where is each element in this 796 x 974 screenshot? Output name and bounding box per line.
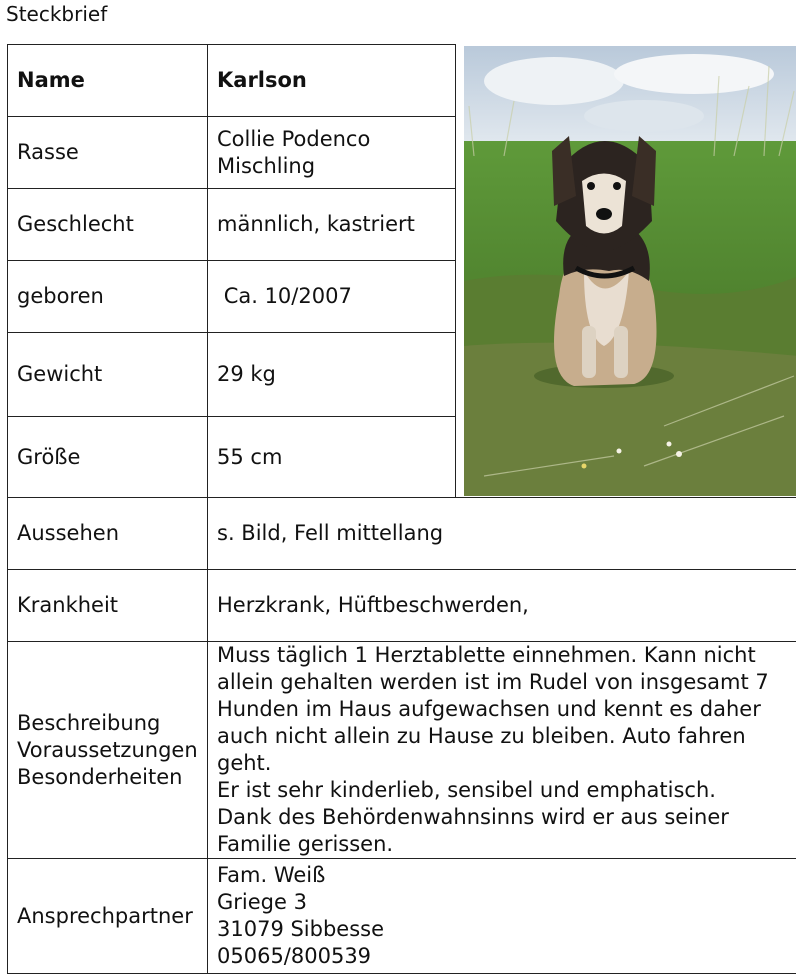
geboren-value: Ca. 10/2007 <box>208 261 456 333</box>
groesse-value: 55 cm <box>208 417 456 498</box>
geschlecht-value: männlich, kastriert <box>208 189 456 261</box>
rasse-value: Collie Podenco Mischling <box>208 117 456 189</box>
ansprechpartner-value: Fam. Weiß Griege 3 31079 Sibbesse 05065/800539 <box>208 859 796 974</box>
ansprechpartner-label: Ansprechpartner <box>8 859 208 974</box>
table-row <box>8 570 796 642</box>
table-row <box>8 45 796 117</box>
table-row <box>8 498 796 570</box>
gewicht-label: Gewicht <box>8 333 208 417</box>
name-label: Name <box>8 45 208 117</box>
aussehen-label: Aussehen <box>8 498 208 570</box>
document-title: Steckbrief <box>6 2 107 26</box>
geschlecht-label: Geschlecht <box>8 189 208 261</box>
table-row <box>8 642 796 859</box>
table-row <box>8 859 796 974</box>
gewicht-value: 29 kg <box>208 333 456 417</box>
rasse-label: Rasse <box>8 117 208 189</box>
geboren-label: geboren <box>8 261 208 333</box>
groesse-label: Größe <box>8 417 208 498</box>
aussehen-value: s. Bild, Fell mittellang <box>208 498 796 570</box>
beschreibung-value: Muss täglich 1 Herztablette einnehmen. Kann nicht allein gehalten werden ist im Rudel von insgesamt 7 Hunden im Haus aufgewachsen und kennt es daher auch nicht allein zu Hause zu bleiben. Auto fahren geht. Er ist sehr kinderlieb, sensibel und emphatisch. Dank des Behördenwahnsinns wird er aus seiner Familie gerissen. <box>208 642 796 859</box>
name-value: Karlson <box>208 45 456 117</box>
krankheit-label: Krankheit <box>8 570 208 642</box>
krankheit-value: Herzkrank, Hüftbeschwerden, <box>208 570 796 642</box>
dog-photo <box>464 46 796 496</box>
dog-photo-cell <box>456 45 796 498</box>
beschreibung-label: Beschreibung Voraussetzungen Besonderheiten <box>8 642 208 859</box>
profile-table <box>7 44 796 974</box>
